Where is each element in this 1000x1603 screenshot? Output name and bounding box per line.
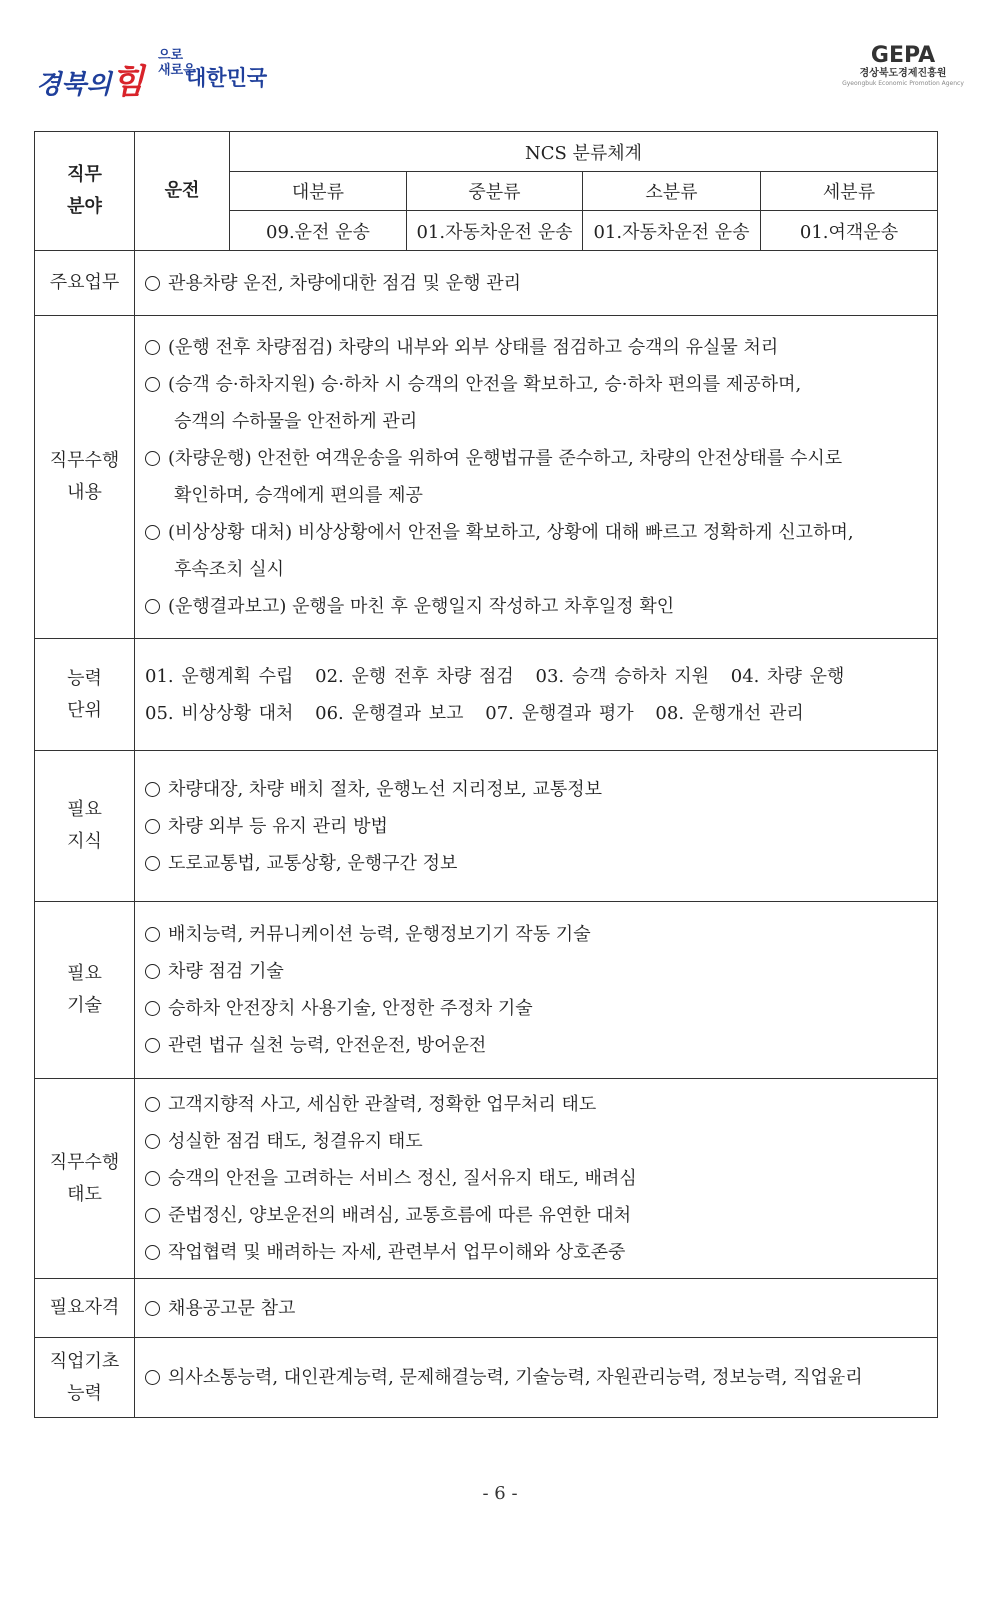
- unit-item: 03. 승객 승하차 지원: [535, 665, 710, 687]
- bullet-circle-icon: [145, 1171, 160, 1186]
- bullet-circle-icon: [145, 819, 160, 834]
- units-label-line-1: 능력: [67, 667, 102, 689]
- basic-ability-label-line-2: 능력: [67, 1382, 102, 1404]
- knowledge-cell: [135, 751, 938, 902]
- bullet-circle-icon: [145, 340, 160, 355]
- attitude-item: 고객지향적 사고, 세심한 관찰력, 정확한 업무처리 태도: [145, 1086, 927, 1123]
- bullet-circle-icon: [145, 1208, 160, 1223]
- skills-cell: [135, 902, 938, 1079]
- bullet-circle-icon: [145, 377, 160, 392]
- bullet-circle-icon: [145, 525, 160, 540]
- main-duty-text: 관용차량 운전, 차량에대한 점검 및 운행 관리: [168, 272, 522, 294]
- duty-item: (운행결과보고) 운행을 마친 후 운행일지 작성하고 차후일정 확인: [145, 588, 927, 625]
- main-duty-label: 주요업무: [35, 251, 135, 316]
- ncs-header-middle: 중분류: [407, 172, 583, 211]
- bullet-circle-icon: [145, 927, 160, 942]
- duty-item-continuation: 후속조치 실시: [174, 559, 285, 580]
- knowledge-item: 도로교통법, 교통상황, 운행구간 정보: [145, 845, 927, 882]
- job-field-label-line-2: 분야: [67, 196, 102, 217]
- unit-item: 07. 운행결과 평가: [485, 702, 634, 724]
- bullet-circle-icon: [145, 782, 160, 797]
- bullet-circle-icon: [145, 1370, 160, 1385]
- attitude-label: [35, 1079, 135, 1279]
- knowledge-item: 차량 외부 등 유지 관리 방법: [145, 808, 927, 845]
- ncs-value-detail: 01.여객운송: [761, 211, 938, 251]
- bullet-circle-icon: [145, 964, 160, 979]
- ncs-value-major: 09.운전 운송: [230, 211, 407, 251]
- bullet-circle-icon: [145, 1001, 160, 1016]
- page-number: - 6 -: [482, 1483, 518, 1504]
- attitude-item: 준법정신, 양보운전의 배려심, 교통흐름에 따른 유연한 대처: [145, 1197, 927, 1234]
- unit-item: 04. 차량 운행: [730, 665, 845, 687]
- basic-ability-label: [35, 1338, 135, 1418]
- skills-label-line-2: 기술: [67, 995, 102, 1016]
- main-duty-cell: [135, 251, 938, 316]
- duty-content-label-line-2: 내용: [67, 482, 102, 503]
- job-field-value: 운전: [135, 132, 230, 251]
- duty-item: (운행 전후 차량점검) 차량의 내부와 외부 상태를 점검하고 승객의 유실물 처리: [145, 329, 927, 366]
- duty-item: (차량운행) 안전한 여객운송을 위하여 운행법규를 준수하고, 차량의 안전상태를 수시로: [145, 440, 927, 477]
- attitude-label-line-2: 태도: [67, 1183, 102, 1205]
- knowledge-item: 차량대장, 차량 배치 절차, 운행노선 지리정보, 교통정보: [145, 771, 927, 808]
- attitude-item: 작업협력 및 배려하는 자세, 관련부서 업무이해와 상호존중: [145, 1234, 927, 1271]
- attitude-item: 성실한 점검 태도, 청결유지 태도: [145, 1123, 927, 1160]
- slogan-script-text: 경북의: [36, 70, 112, 100]
- bullet-circle-icon: [145, 451, 160, 466]
- slogan-small-text-1: 으로: [158, 48, 184, 63]
- bullet-circle-icon: [145, 276, 160, 291]
- bullet-circle-icon: [145, 856, 160, 871]
- units-cell: [135, 639, 938, 751]
- skill-item: 승하차 안전장치 사용기술, 안정한 주정차 기술: [145, 990, 927, 1027]
- basic-ability-cell: [135, 1338, 938, 1418]
- slogan-big-text: 대한민국: [186, 66, 268, 90]
- basic-ability-text: 의사소통능력, 대인관계능력, 문제해결능력, 기술능력, 자원관리능력, 정보능력, 직업윤리: [168, 1367, 863, 1388]
- slogan-him-text: 힘: [111, 62, 145, 102]
- duty-item-continuation: 승객의 수하물을 안전하게 관리: [174, 411, 418, 432]
- ncs-title: NCS 분류체계: [230, 132, 938, 172]
- job-field-label: [35, 132, 135, 251]
- gepa-logo: [838, 44, 968, 94]
- skills-label-line-1: 필요: [67, 963, 102, 984]
- knowledge-label-line-1: 필요: [67, 799, 102, 820]
- attitude-label-line-1: 직무수행: [49, 1151, 120, 1173]
- qualification-label: 필요자격: [35, 1279, 135, 1338]
- unit-item: 05. 비상상황 대처: [145, 702, 294, 724]
- skill-item: 배치능력, 커뮤니케이션 능력, 운행정보기기 작동 기술: [145, 916, 927, 953]
- knowledge-label: [35, 751, 135, 902]
- basic-ability-label-line-1: 직업기초: [49, 1350, 120, 1372]
- logo-mark: GEPA: [870, 43, 936, 68]
- unit-item: 01. 운행계획 수립: [145, 665, 294, 687]
- slogan-small-text-2: 새로운: [158, 63, 196, 78]
- duty-content-label: [35, 316, 135, 639]
- ncs-header-major: 대분류: [230, 172, 407, 211]
- ncs-value-minor: 01.자동차운전 운송: [583, 211, 761, 251]
- attitude-item: 승객의 안전을 고려하는 서비스 정신, 질서유지 태도, 배려심: [145, 1160, 927, 1197]
- job-field-label-line-1: 직무: [67, 164, 102, 185]
- skills-label: [35, 902, 135, 1079]
- duty-content-label-line-1: 직무수행: [49, 450, 120, 471]
- qualification-cell: [135, 1279, 938, 1338]
- units-label-line-2: 단위: [67, 699, 102, 721]
- job-description-table: [34, 131, 938, 1418]
- duty-content-cell: [135, 316, 938, 639]
- bullet-circle-icon: [145, 1097, 160, 1112]
- skill-item: 관련 법규 실천 능력, 안전운전, 방어운전: [145, 1027, 927, 1064]
- attitude-cell: [135, 1079, 938, 1279]
- bullet-circle-icon: [145, 1134, 160, 1149]
- logo-subtitle: Gyeongbuk Economic Promotion Agency: [842, 80, 964, 87]
- units-line-2: [145, 695, 927, 732]
- page-header: [0, 0, 1000, 110]
- units-line-1: [145, 658, 927, 695]
- bullet-circle-icon: [145, 599, 160, 614]
- logo-name: 경상북도경제진흥원: [859, 68, 947, 79]
- duty-item: (승객 승·하차지원) 승·하차 시 승객의 안전을 확보하고, 승·하차 편의를 제공하며,: [145, 366, 927, 403]
- ncs-header-detail: 세분류: [761, 172, 938, 211]
- bullet-circle-icon: [145, 1038, 160, 1053]
- duty-item-continuation: 확인하며, 승객에게 편의를 제공: [174, 485, 423, 506]
- unit-item: 06. 운행결과 보고: [315, 702, 464, 724]
- skill-item: 차량 점검 기술: [145, 953, 927, 990]
- ncs-value-middle: 01.자동차운전 운송: [407, 211, 583, 251]
- bullet-circle-icon: [145, 1245, 160, 1260]
- units-label: [35, 639, 135, 751]
- unit-item: 08. 운행개선 관리: [655, 702, 804, 724]
- unit-item: 02. 운행 전후 차량 점검: [315, 665, 514, 687]
- ncs-header-minor: 소분류: [583, 172, 761, 211]
- duty-item: (비상상황 대처) 비상상황에서 안전을 확보하고, 상황에 대해 빠르고 정확하게 신고하며,: [145, 514, 927, 551]
- bullet-circle-icon: [145, 1301, 160, 1316]
- qualification-text: 채용공고문 참고: [168, 1297, 296, 1319]
- knowledge-label-line-2: 지식: [67, 831, 102, 852]
